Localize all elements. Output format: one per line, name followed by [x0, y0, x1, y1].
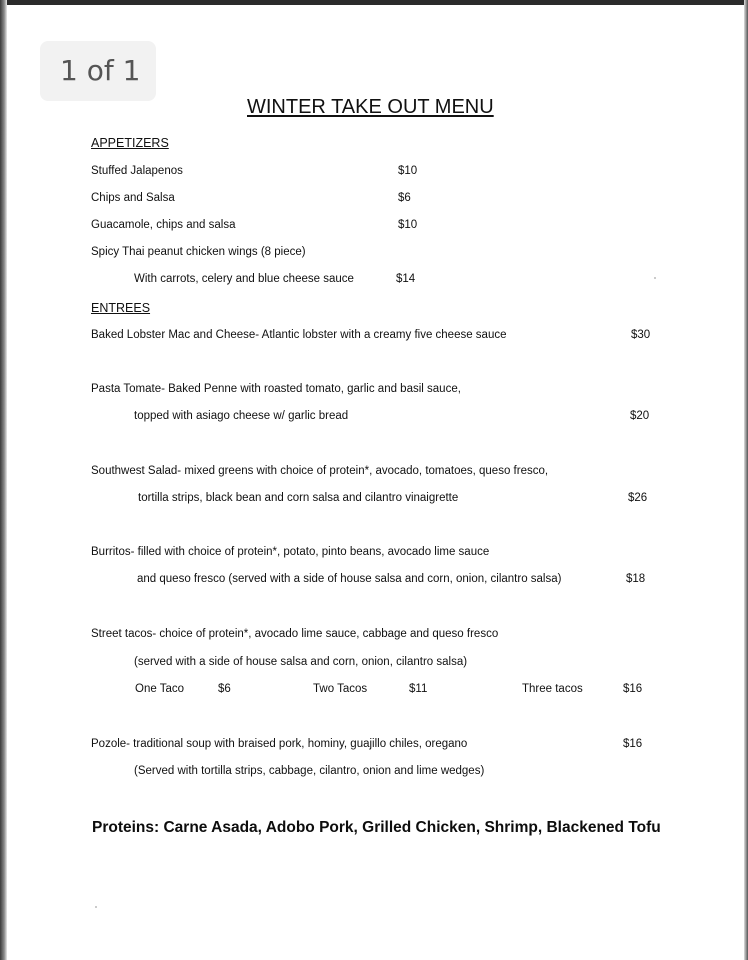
entree-line: Pasta Tomate- Baked Penne with roasted tomato, garlic and basil sauce,: [91, 383, 461, 395]
page-indicator: 1 of 1: [40, 41, 156, 101]
taco-option-price: $11: [409, 683, 428, 695]
appetizer-name: Stuffed Jalapenos: [91, 165, 183, 177]
appetizer-price: $6: [398, 192, 411, 204]
entree-price: $16: [623, 738, 643, 750]
taco-option-label: Three tacos: [522, 683, 583, 695]
appetizer-price: $10: [398, 219, 418, 231]
entree-price: $26: [628, 492, 648, 504]
entree-line-detail: topped with asiago cheese w/ garlic bread: [134, 410, 349, 422]
appetizer-detail: With carrots, celery and blue cheese sauce: [134, 273, 354, 285]
menu-title: WINTER TAKE OUT MENU: [247, 96, 494, 118]
proteins-note: Proteins: Carne Asada, Adobo Pork, Grilled Chicken, Shrimp, Blackened Tofu: [92, 819, 661, 836]
entree-price: $20: [630, 410, 650, 422]
entree-line: Baked Lobster Mac and Cheese- Atlantic lobster with a creamy five cheese sauce: [91, 329, 507, 341]
appetizer-price: $10: [398, 165, 418, 177]
entree-price: $18: [626, 573, 646, 585]
entree-line: Pozole- traditional soup with braised pork, hominy, guajillo chiles, oregano: [91, 738, 468, 750]
entrees-heading: ENTREES: [91, 301, 151, 315]
scan-speck: [95, 906, 97, 908]
appetizer-name: Chips and Salsa: [91, 192, 175, 204]
taco-option-label: One Taco: [135, 683, 185, 695]
entree-line-detail: and queso fresco (served with a side of house salsa and corn, onion, cilantro salsa): [137, 573, 562, 585]
entree-line: Street tacos- choice of protein*, avocado lime sauce, cabbage and queso fresco: [91, 628, 499, 640]
page-top-edge: [0, 0, 748, 5]
appetizer-name: Spicy Thai peanut chicken wings (8 piece): [91, 246, 306, 258]
entree-line-detail: tortilla strips, black bean and corn salsa and cilantro vinaigrette: [138, 492, 459, 504]
appetizer-name: Guacamole, chips and salsa: [91, 219, 236, 231]
entree-line-detail: (Served with tortilla strips, cabbage, cilantro, onion and lime wedges): [134, 765, 485, 777]
entree-line-detail: (served with a side of house salsa and corn, onion, cilantro salsa): [134, 656, 468, 668]
entree-price: $30: [631, 329, 651, 341]
appetizers-heading: APPETIZERS: [91, 136, 169, 150]
taco-option-price: $6: [218, 683, 231, 695]
page-left-edge: [0, 0, 7, 960]
scan-speck: [654, 277, 656, 279]
taco-option-price: $16: [623, 683, 643, 695]
entree-line: Southwest Salad- mixed greens with choice of protein*, avocado, tomatoes, queso fresco,: [91, 465, 549, 477]
page-right-edge: [744, 0, 748, 960]
taco-option-label: Two Tacos: [313, 683, 368, 695]
entree-line: Burritos- filled with choice of protein*, potato, pinto beans, avocado lime sauce: [91, 546, 490, 558]
appetizer-price: $14: [396, 273, 416, 285]
